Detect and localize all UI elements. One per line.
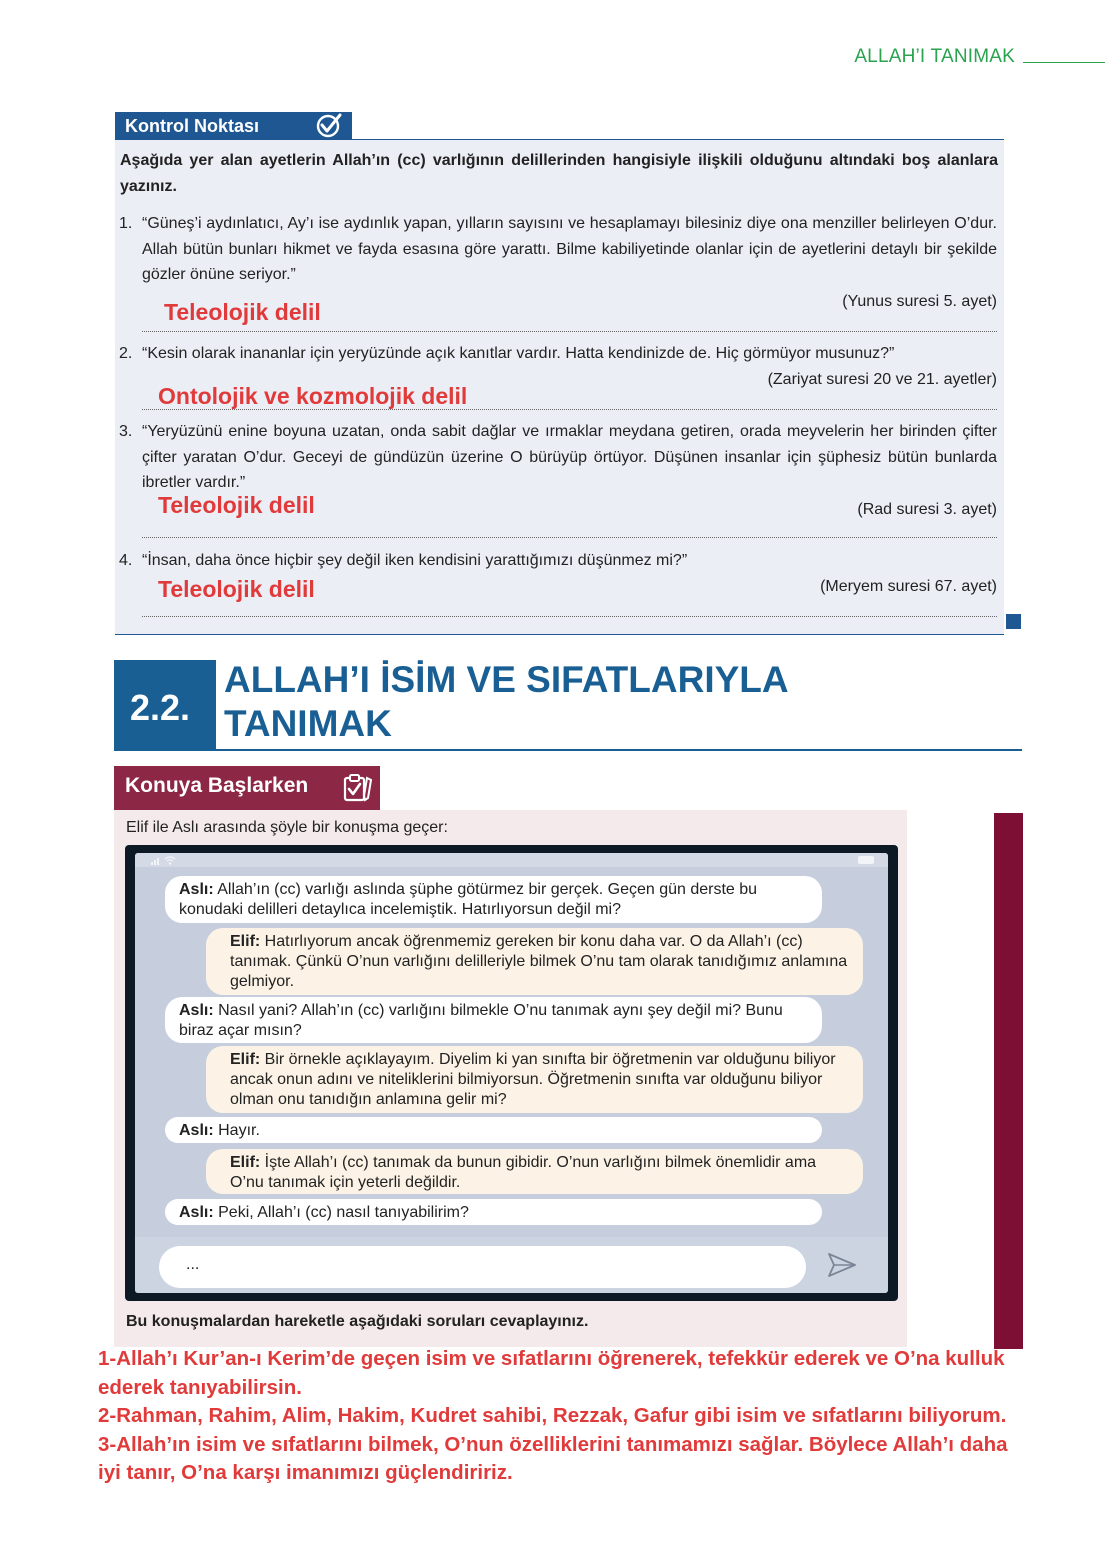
question-number: 2. — [119, 345, 133, 362]
check-circle-icon — [314, 113, 344, 139]
section-number: 2.2. — [114, 660, 216, 750]
question-1 — [119, 211, 997, 310]
section-rule — [114, 749, 1022, 751]
kontrol-noktasi-title: Kontrol Noktası — [125, 116, 260, 136]
speaker-label: Aslı: — [179, 881, 214, 898]
chat-screen — [135, 853, 888, 1293]
chat-bubble-elif — [206, 1046, 863, 1113]
chat-bubble-elif — [206, 928, 863, 995]
message-text: Allah’ın (cc) varlığı aslında şüphe götürmez bir gerçek. Geçen gün derste bu konudaki delilleri detaylıca incelemiştik. Hatırlıyorsun değil mi? — [179, 881, 758, 918]
speaker-label: Elif: — [230, 1051, 261, 1068]
answer-line-4 — [142, 616, 997, 617]
question-2 — [119, 341, 997, 388]
chat-input-bar — [135, 1237, 888, 1293]
answer-line-2 — [142, 409, 997, 410]
battery-icon — [858, 856, 874, 864]
question-number: 4. — [119, 552, 133, 569]
konuya-baslarken-panel — [114, 810, 907, 1347]
phone-mockup — [125, 845, 898, 1301]
question-text: “Kesin olarak inananlar için yeryüzünde açık kanıtlar vardır. Hatta kendinizde de. Hiç görmüyor musunuz?” — [142, 345, 895, 362]
dialogue-outro: Bu konuşmalardan hareketle aşağıdaki soruları cevaplayınız. — [126, 1313, 589, 1330]
kontrol-noktasi-box — [115, 139, 1004, 635]
answer-1: Teleolojik delil — [164, 299, 321, 325]
question-text: “Güneş’i aydınlatıcı, Ay’ı ise aydınlık yapan, yılların sayısını ve hesaplamayı bilesiniz diye ona menziller belirleyen O’dur. Allah bütün bunları hikmet ve fayda esasına göre yarattı. Bilme kabiliyetinde olanlar için de ayetlerini detaylı bir şekilde gözler önüne seriyor.” — [142, 215, 997, 283]
message-text: İşte Allah’ı (cc) tanımak da bunun gibidir. O’nun varlığını bilmek önemlidir ama O’nu tanımak için yeterli değildir. — [230, 1154, 817, 1191]
message-text: Peki, Allah’ı (cc) nasıl tanıyabilirim? — [218, 1204, 469, 1221]
question-number: 3. — [119, 423, 133, 440]
status-bar — [135, 853, 888, 867]
chat-bubble-asli — [165, 997, 822, 1043]
clipboard-check-icon — [342, 772, 374, 804]
answer-3: Teleolojik delil — [158, 492, 315, 518]
chat-bubble-elif — [206, 1149, 863, 1194]
question-text: “İnsan, daha önce hiçbir şey değil iken kendisini yarattığımızı düşünmez mi?” — [142, 552, 688, 569]
message-text: Hayır. — [218, 1122, 260, 1139]
running-header — [820, 46, 1105, 70]
maroon-side-bar — [994, 813, 1023, 1349]
message-text: Bir örnekle açıklayayım. Diyelim ki yan sınıfta bir öğretmenin var olduğunu biliyor ancak onun adını ve niteliklerini bilmiyorsun. Öğretmenin sınıfta var olduğunu biliyor olman onu tanıdığın anlamına gelir mi? — [230, 1051, 836, 1108]
student-answer-2: 2-Rahman, Rahim, Alim, Hakim, Kudret sahibi, Rezzak, Gafur gibi isim ve sıfatlarını biliyorum. — [98, 1404, 1007, 1428]
section-title — [224, 658, 789, 746]
running-title: ALLAH’I TANIMAK — [854, 46, 1015, 67]
chat-bubble-asli — [165, 1117, 822, 1143]
message-text: Nasıl yani? Allah’ın (cc) varlığını bilmekle O’nu tanımak aynı şey değil mi? Bunu biraz açar mısın? — [179, 1002, 783, 1039]
student-answer-1: 1-Allah’ı Kur’an-ı Kerim’de geçen isim ve sıfatlarını öğrenerek, tefekkür ederek ve O’na kulluk ederek tanıyabilirsin. — [98, 1347, 1005, 1399]
dialogue-intro: Elif ile Aslı arasında şöyle bir konuşma geçer: — [126, 819, 448, 836]
message-input[interactable]: ... — [159, 1246, 806, 1288]
kontrol-instruction: Aşağıda yer alan ayetlerin Allah’ın (cc) varlığının delillerinden hangisiyle ilişkili olduğunu altındaki boş alanlara yazınız. — [120, 152, 998, 195]
answer-line-3 — [142, 537, 997, 538]
answer-line-1 — [142, 331, 997, 332]
send-icon[interactable] — [827, 1251, 857, 1279]
chat-bubble-asli — [165, 1199, 822, 1225]
message-text: Hatırlıyorum ancak öğrenmemiz gereken bir konu daha var. O da Allah’ı (cc) tanımak. Çünkü O’nun varlığını delilleriyle bilmek O’nu tam olarak tanıdığımız anlamına gelmiyor. — [230, 933, 848, 990]
corner-marker — [1006, 614, 1021, 629]
section-title-line2: TANIMAK — [224, 703, 392, 744]
konuya-baslarken-tab — [114, 766, 380, 810]
student-answer-3: 3-Allah’ın isim ve sıfatlarını bilmek, O’nun özelliklerini tanımamızı sağlar. Böylece Allah’ı daha iyi tanır, O’na karşı imanımızı güçlendiririz. — [98, 1432, 1008, 1485]
speaker-label: Aslı: — [179, 1002, 214, 1019]
student-answers — [98, 1345, 1033, 1488]
answer-2: Ontolojik ve kozmolojik delil — [158, 383, 468, 409]
speaker-label: Aslı: — [179, 1122, 214, 1139]
answer-4: Teleolojik delil — [158, 576, 315, 602]
question-number: 1. — [119, 215, 133, 232]
konuya-baslarken-title: Konuya Başlarken — [125, 774, 309, 797]
kontrol-noktasi-tab — [115, 112, 352, 140]
speaker-label: Elif: — [230, 933, 261, 950]
question-text: “Yeryüzünü enine boyuna uzatan, onda sabit dağlar ve ırmaklar meydana getiren, orada meyvelerin her birinden çifter çifter yaratan O’dur. Geceyi de gündüzün üzerine O bürüyüp örtüyor. Düşünen insanlar için şüphesiz bütün bunlarda ibretler vardır.” — [142, 423, 997, 491]
section-title-line1: ALLAH’I İSİM VE SIFATLARIYLA — [224, 659, 789, 700]
question-reference: (Zariyat suresi 20 ve 21. ayetler) — [767, 371, 997, 388]
question-reference: (Rad suresi 3. ayet) — [857, 501, 997, 518]
question-reference: (Meryem suresi 67. ayet) — [820, 578, 997, 595]
signal-wifi-icon — [151, 855, 179, 865]
speaker-label: Elif: — [230, 1154, 261, 1171]
chat-bubble-asli — [165, 876, 822, 923]
speaker-label: Aslı: — [179, 1204, 214, 1221]
header-rule — [1023, 62, 1105, 63]
question-reference: (Yunus suresi 5. ayet) — [842, 293, 997, 310]
